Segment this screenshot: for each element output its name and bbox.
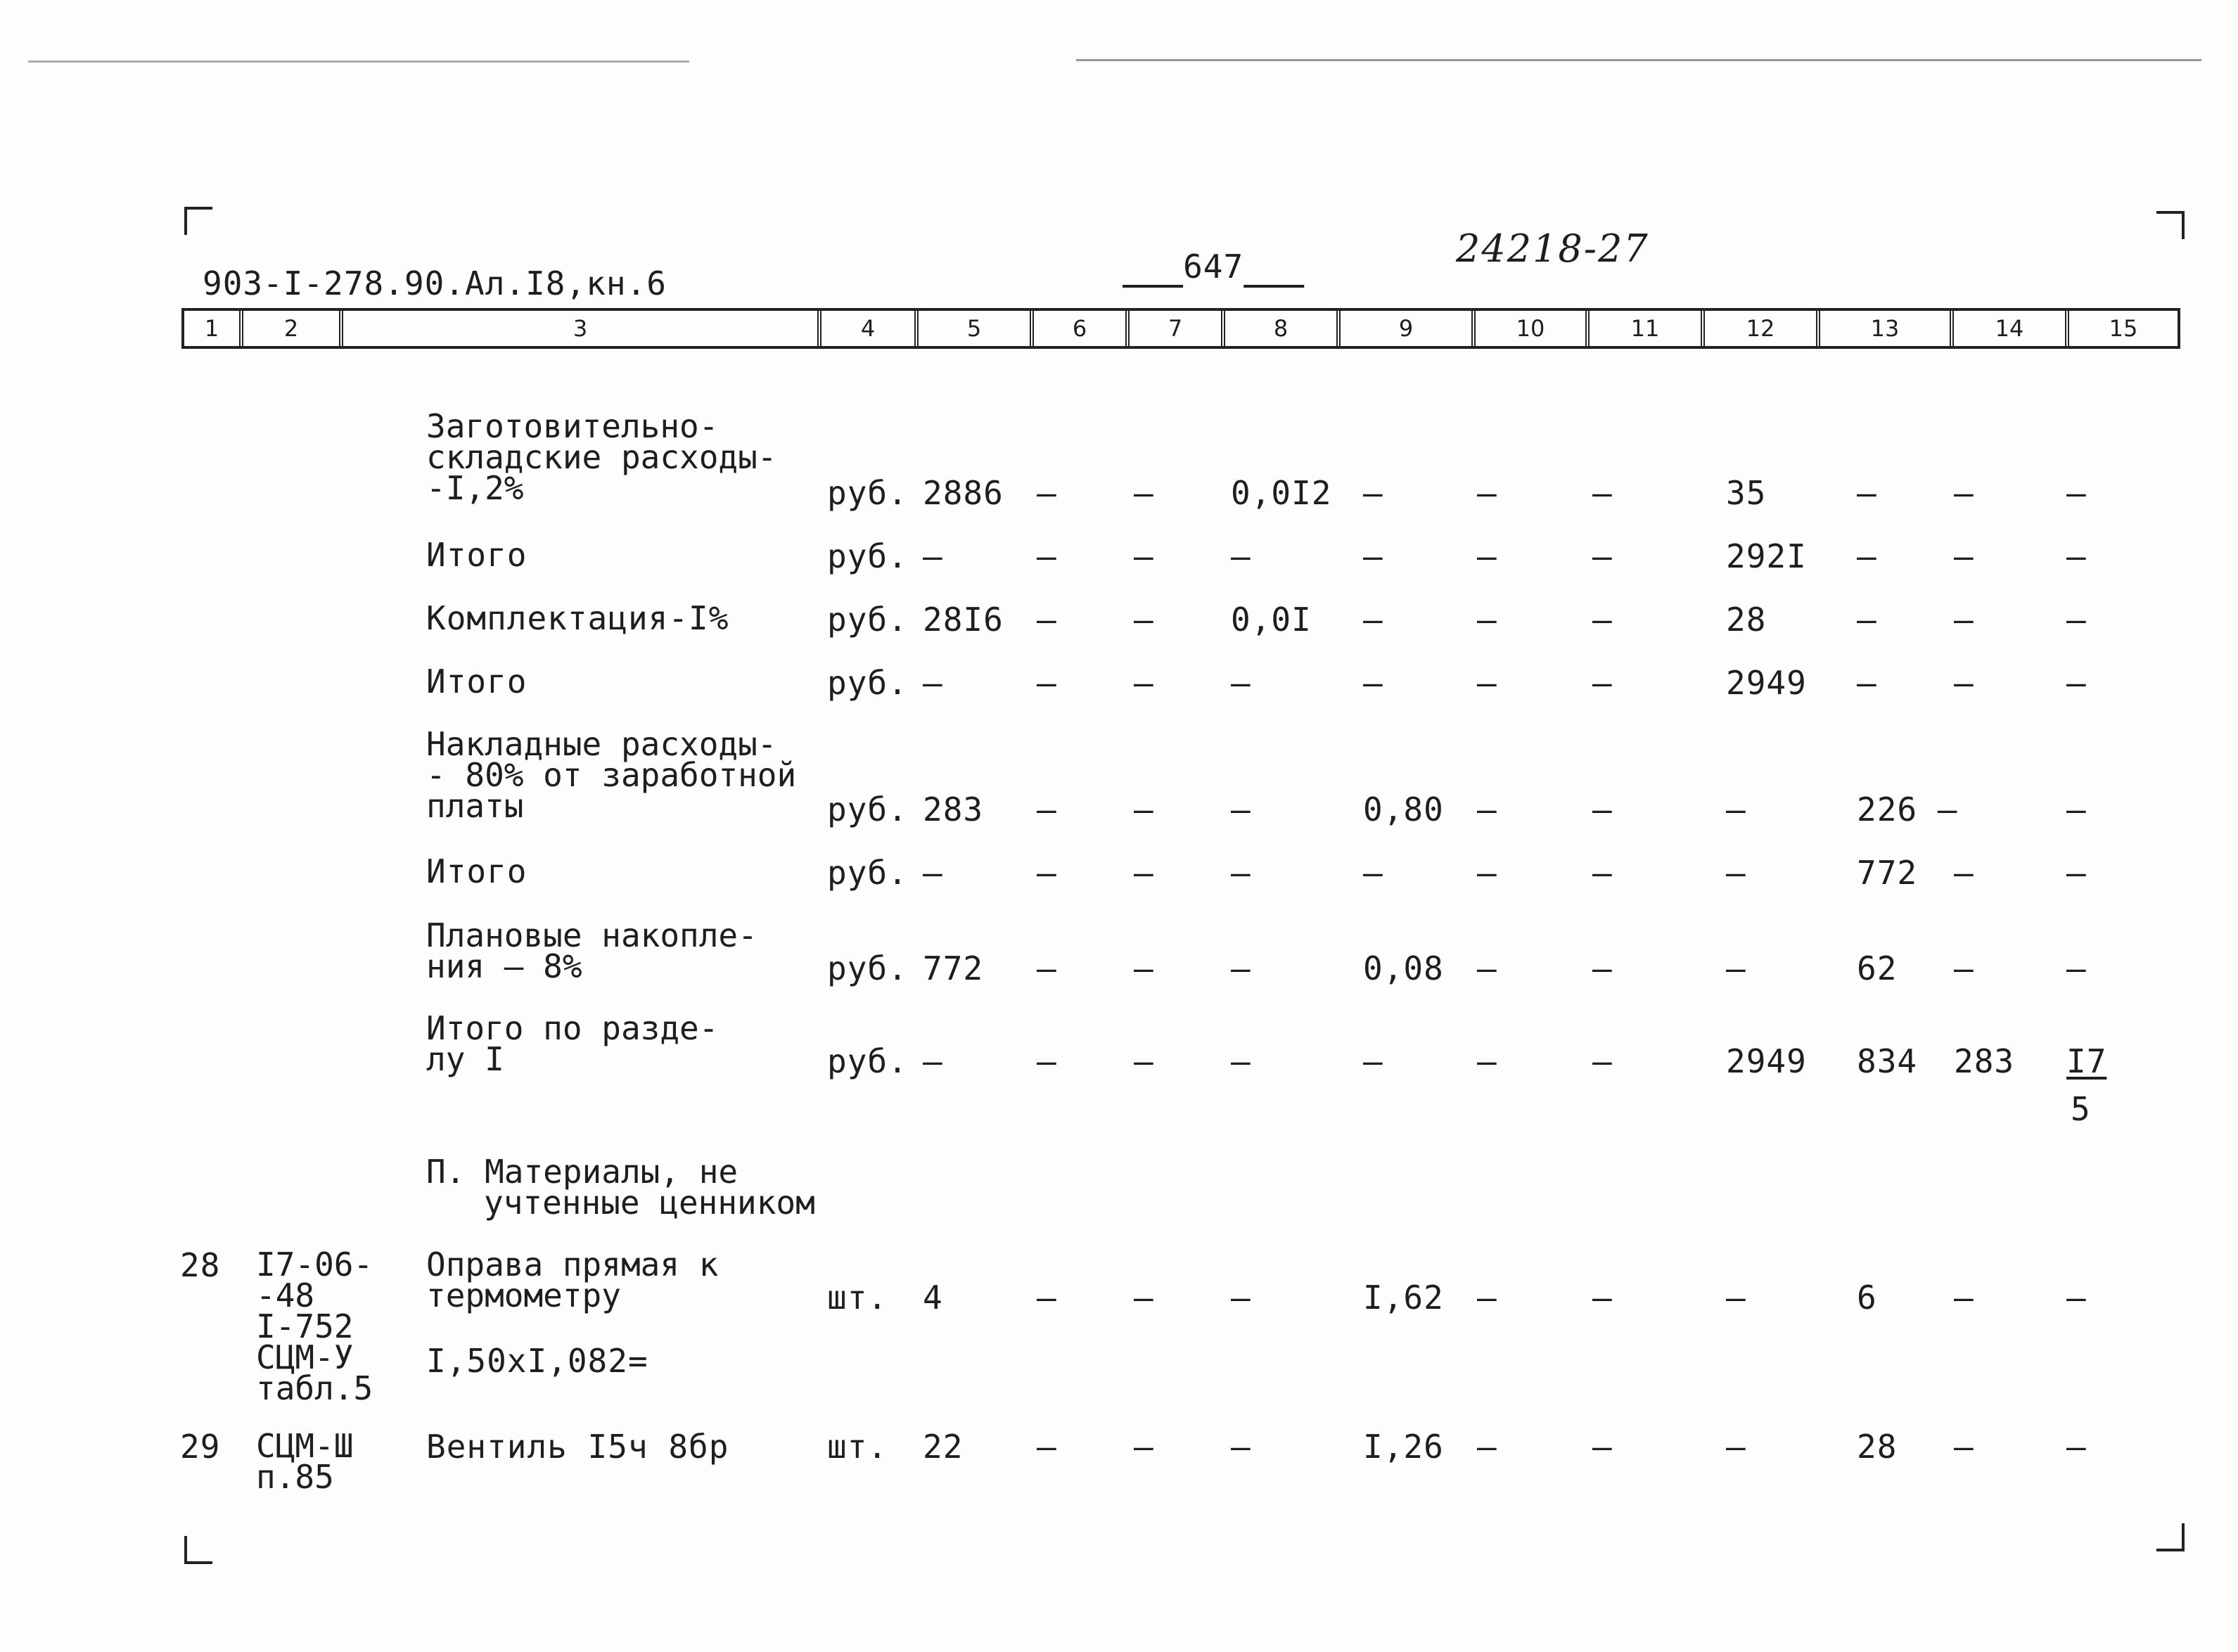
cell-c11: – [1592, 1279, 1613, 1317]
cell-c10: – [1477, 537, 1497, 575]
row-label-line: Плановые накопле- [426, 916, 757, 954]
cell-c7: – [1134, 1042, 1154, 1080]
cell-c9: 0,80 [1363, 790, 1444, 828]
cell-c6: – [1037, 474, 1057, 512]
row-unit: руб. [827, 790, 908, 828]
row-label [426, 407, 777, 507]
cell-c8: – [1231, 1279, 1251, 1317]
column-header-13: 13 [1820, 311, 1954, 346]
cell-c8: – [1231, 1042, 1251, 1080]
corner-mark-bottom-left [184, 1536, 212, 1564]
cell-c7: – [1134, 474, 1154, 512]
item-code-line: I-752 [256, 1307, 354, 1345]
cell-c13: 834 [1857, 1042, 1918, 1080]
cell-c11: – [1592, 1042, 1613, 1080]
handwritten-number: 24218-27 [1456, 226, 1649, 271]
cell-c15: – [2066, 949, 2087, 987]
corner-mark-bottom-right [2156, 1523, 2185, 1551]
column-header-5: 5 [919, 311, 1034, 346]
page-number [1123, 248, 1304, 286]
item-code-line: СЦМ-Ш [256, 1427, 354, 1465]
cell-c7: – [1134, 664, 1154, 702]
scan-edge-left [28, 60, 689, 63]
cell-c12: 292I [1726, 537, 1807, 575]
column-header-10: 10 [1476, 311, 1590, 346]
cell-c13: 62 [1857, 949, 1898, 987]
cell-c15: I7 [2066, 1042, 2107, 1080]
cell-c11: – [1592, 949, 1613, 987]
cell-c13: – [1857, 537, 1877, 575]
cell-c12: – [1726, 1279, 1746, 1317]
cell-c11: – [1592, 474, 1613, 512]
cell-c6: – [1037, 854, 1057, 892]
item-formula: I,50хI,082= [426, 1342, 648, 1380]
cell-c15: – [2066, 537, 2087, 575]
item-code [256, 1246, 373, 1407]
cell-c8: – [1231, 854, 1251, 892]
item-code-line: СЦМ-У [256, 1338, 354, 1376]
cell-c15-denominator: 5 [2071, 1090, 2091, 1128]
column-header-4: 4 [821, 311, 919, 346]
row-label-line: - 80% от заработной [426, 756, 797, 794]
row-unit: руб. [827, 537, 908, 575]
column-header-11: 11 [1590, 311, 1705, 346]
row-label-line: -I,2% [426, 469, 524, 507]
cell-c12: 2949 [1726, 664, 1807, 702]
cell-c9: – [1363, 474, 1383, 512]
cell-c6: – [1037, 664, 1057, 702]
cell-c6: – [1037, 1042, 1057, 1080]
section-heading [426, 1153, 815, 1222]
row-label-line: ния – 8% [426, 947, 582, 985]
cell-c14: – [1954, 1279, 1974, 1317]
cell-c13: – [1857, 474, 1877, 512]
cell-c9: I,26 [1363, 1428, 1444, 1466]
item-number: 29 [180, 1428, 221, 1466]
cell-c5: – [923, 537, 943, 575]
cell-c10: – [1477, 1279, 1497, 1317]
cell-c6: – [1037, 1279, 1057, 1317]
row-label-line: платы [426, 787, 524, 825]
item-code-line: I7-06- [256, 1246, 373, 1283]
section-heading-line: учтенные ценником [484, 1184, 815, 1222]
column-header-6: 6 [1034, 311, 1130, 346]
cell-c5: 28I6 [923, 601, 1004, 639]
item-name [426, 1246, 719, 1314]
cell-c9: – [1363, 537, 1383, 575]
cell-c14: – [1954, 537, 1974, 575]
row-unit: руб. [827, 664, 908, 702]
cell-c8: 0,0I [1231, 601, 1312, 639]
cell-c10: – [1477, 601, 1497, 639]
cell-c8: – [1231, 790, 1251, 828]
scan-edge-right [1076, 59, 2201, 61]
row-unit: руб. [827, 949, 908, 987]
item-name: Вентиль I5ч 8бр [426, 1428, 729, 1466]
cell-c15: – [2066, 474, 2087, 512]
cell-c6: – [1037, 537, 1057, 575]
item-code-line: -48 [256, 1276, 315, 1314]
cell-c12: – [1726, 854, 1746, 892]
column-header-8: 8 [1225, 311, 1341, 346]
row-label: Комплектация-I% [426, 599, 729, 637]
cell-c10: – [1477, 790, 1497, 828]
cell-c10: – [1477, 474, 1497, 512]
cell-c7: – [1134, 601, 1154, 639]
cell-c5: – [923, 854, 943, 892]
cell-c11: – [1592, 601, 1613, 639]
column-header-2: 2 [243, 311, 343, 346]
item-code-line: табл.5 [256, 1369, 373, 1407]
cell-c14: – [1954, 949, 1974, 987]
row-label [426, 916, 757, 985]
cell-c6: – [1037, 790, 1057, 828]
item-code [256, 1427, 354, 1496]
cell-c9: – [1363, 664, 1383, 702]
cell-c13: – [1857, 664, 1877, 702]
cell-c14: – [1954, 664, 1974, 702]
row-label-line: Заготовительно- [426, 407, 719, 445]
cell-c12: – [1726, 949, 1746, 987]
cell-c13: 6 [1857, 1279, 1877, 1317]
cell-c8: 0,0I2 [1231, 474, 1332, 512]
cell-c5: – [923, 664, 943, 702]
column-header-strip [181, 308, 2180, 349]
item-code-line: п.85 [256, 1458, 334, 1496]
cell-c10: – [1477, 854, 1497, 892]
row-label [426, 725, 797, 825]
item-unit: шт. [827, 1428, 888, 1466]
cell-c7: – [1134, 1279, 1154, 1317]
row-label-line: лу I [426, 1040, 504, 1078]
row-label-line: Накладные расходы- [426, 725, 777, 763]
row-label: Итого [426, 852, 527, 890]
cell-c12: – [1726, 790, 1746, 828]
cell-c9: – [1363, 601, 1383, 639]
cell-c11: – [1592, 537, 1613, 575]
row-unit: руб. [827, 854, 908, 892]
cell-c10: – [1477, 664, 1497, 702]
cell-c11: – [1592, 1428, 1613, 1466]
cell-c12: 35 [1726, 474, 1767, 512]
item-name-line: Оправа прямая к [426, 1246, 719, 1283]
cell-c12: – [1726, 1428, 1746, 1466]
item-number: 28 [180, 1246, 221, 1284]
column-header-14: 14 [1954, 311, 2069, 346]
cell-c14: – [1954, 601, 1974, 639]
cell-c5: 772 [923, 949, 984, 987]
cell-c9: I,62 [1363, 1279, 1444, 1317]
row-label [426, 1009, 719, 1078]
cell-c7: – [1134, 1428, 1154, 1466]
cell-c5: 22 [923, 1428, 964, 1466]
cell-c13: – [1857, 601, 1877, 639]
document-code: 903-I-278.90.Ал.I8,кн.6 [203, 264, 667, 302]
cell-c15: – [2066, 601, 2087, 639]
cell-c14: 283 [1954, 1042, 2015, 1080]
row-unit: руб. [827, 1042, 908, 1080]
cell-c9: – [1363, 1042, 1383, 1080]
column-header-9: 9 [1341, 311, 1476, 346]
cell-c12: 28 [1726, 601, 1767, 639]
row-unit: руб. [827, 474, 908, 512]
cell-c15: – [2066, 1279, 2087, 1317]
cell-c15: – [2066, 1428, 2087, 1466]
cell-c7: – [1134, 949, 1154, 987]
column-header-3: 3 [343, 311, 821, 346]
cell-c9: – [1363, 854, 1383, 892]
cell-c8: – [1231, 537, 1251, 575]
cell-c5: – [923, 1042, 943, 1080]
cell-c8: – [1231, 664, 1251, 702]
cell-c6: – [1037, 949, 1057, 987]
cell-c12: 2949 [1726, 1042, 1807, 1080]
cell-c7: – [1134, 854, 1154, 892]
cell-c15: – [2066, 790, 2087, 828]
cell-c7: – [1134, 790, 1154, 828]
row-label: Итого [426, 662, 527, 700]
item-unit: шт. [827, 1279, 888, 1317]
cell-c11: – [1592, 854, 1613, 892]
cell-c9: 0,08 [1363, 949, 1444, 987]
column-header-1: 1 [184, 311, 243, 346]
corner-mark-top-left [184, 207, 212, 235]
row-label-line: Итого по разде- [426, 1009, 719, 1047]
page-number-value: 647 [1183, 248, 1244, 286]
column-header-15: 15 [2109, 315, 2138, 342]
column-header-7: 7 [1130, 311, 1225, 346]
cell-c7: – [1134, 537, 1154, 575]
cell-c10: – [1477, 1428, 1497, 1466]
item-name-line: термометру [426, 1276, 621, 1314]
cell-c11: – [1592, 664, 1613, 702]
cell-c14: – [1954, 1428, 1974, 1466]
cell-c10: – [1477, 949, 1497, 987]
cell-c14: – [1954, 854, 1974, 892]
cell-c13: 28 [1857, 1428, 1898, 1466]
column-header-12: 12 [1705, 311, 1820, 346]
cell-c5: 4 [923, 1279, 943, 1317]
cell-c5: 283 [923, 790, 984, 828]
cell-c13: 226 – [1857, 790, 1958, 828]
cell-c15: – [2066, 664, 2087, 702]
cell-c14: – [1954, 474, 1974, 512]
cell-c10: – [1477, 1042, 1497, 1080]
cell-c5: 2886 [923, 474, 1004, 512]
row-unit: руб. [827, 601, 908, 639]
cell-c15: – [2066, 854, 2087, 892]
corner-mark-top-right [2156, 211, 2185, 239]
cell-c13: 772 [1857, 854, 1918, 892]
cell-c8: – [1231, 1428, 1251, 1466]
row-label: Итого [426, 536, 527, 574]
cell-c8: – [1231, 949, 1251, 987]
section-heading-line: П. Материалы, не [426, 1153, 738, 1191]
row-label-line: складские расходы- [426, 438, 777, 476]
cell-c6: – [1037, 1428, 1057, 1466]
cell-c6: – [1037, 601, 1057, 639]
cell-c11: – [1592, 790, 1613, 828]
